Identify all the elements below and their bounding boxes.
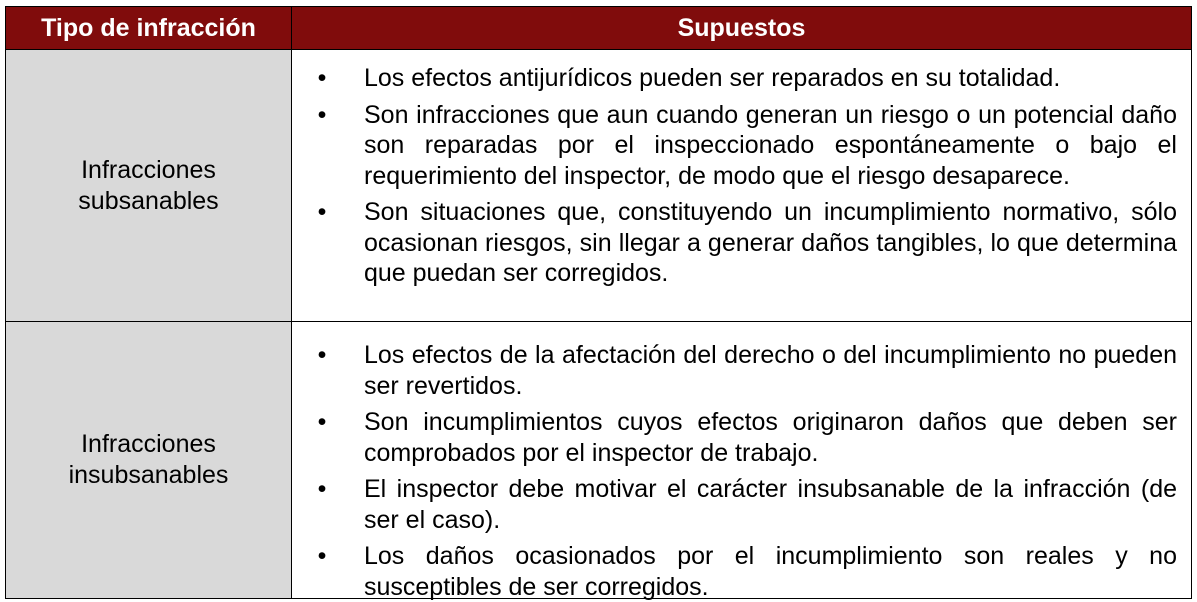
bullet-icon: • bbox=[317, 198, 327, 226]
bullet-icon: • bbox=[317, 64, 327, 92]
bullet-icon: • bbox=[317, 408, 327, 436]
bullet-icon: • bbox=[317, 100, 327, 129]
list-item bbox=[292, 541, 1191, 602]
list-item bbox=[292, 474, 1191, 535]
list-item bbox=[292, 407, 1191, 468]
list-item-text: Los efectos de la afectación del derecho o del incumplimiento no pueden ser revertidos. bbox=[364, 341, 1177, 400]
list-item-text: Son infracciones que aun cuando generan un riesgo o un potencial daño son reparadas por el inspeccionado espontáneamente o bajo el requerimiento del inspector, de modo que el riesgo desaparece. bbox=[364, 100, 1177, 190]
list-item bbox=[292, 63, 1191, 94]
list-item-text: El inspector debe motivar el carácter insubsanable de la infracción (de ser el caso). bbox=[364, 475, 1177, 534]
list-item bbox=[292, 197, 1191, 289]
bullet-icon: • bbox=[317, 475, 327, 503]
tipo-cell-insubsanables bbox=[6, 322, 292, 598]
table-row bbox=[6, 49, 1191, 321]
infraction-table bbox=[5, 6, 1192, 599]
list-item bbox=[292, 340, 1191, 401]
bullet-icon: • bbox=[317, 542, 327, 570]
tipo-label-line2: subsanables bbox=[78, 186, 219, 215]
list-item-text: Son situaciones que, constituyendo un incumplimiento normativo, sólo ocasionan riesgos, sin llegar a generar daños tangibles, lo que determina que puedan ser corregidos. bbox=[364, 198, 1177, 287]
list-item-text: Los daños ocasionados por el incumplimiento son reales y no susceptibles de ser corregidos. bbox=[364, 542, 1177, 601]
list-item-text: Los efectos antijurídicos pueden ser reparados en su totalidad. bbox=[364, 64, 1061, 92]
tipo-label-line1: Infracciones bbox=[81, 155, 216, 184]
tipo-label-line1: Infracciones bbox=[81, 430, 216, 458]
bullet-icon: • bbox=[317, 341, 327, 369]
tipo-label-line2: insubsanables bbox=[68, 461, 229, 489]
list-item-text: Son incumplimientos cuyos efectos originaron daños que deben ser comprobados por el inspector de trabajo. bbox=[364, 408, 1177, 467]
supuestos-list bbox=[292, 340, 1191, 602]
header-tipo: Tipo de infracción bbox=[6, 7, 292, 49]
tipo-cell-subsanables bbox=[6, 50, 292, 321]
list-item bbox=[292, 100, 1191, 192]
table-header-row bbox=[6, 7, 1191, 49]
supuestos-cell-insubsanables bbox=[292, 322, 1191, 601]
header-supuestos: Supuestos bbox=[292, 7, 1191, 49]
supuestos-cell-subsanables bbox=[292, 50, 1191, 321]
table-row bbox=[6, 321, 1191, 601]
supuestos-list bbox=[292, 63, 1191, 289]
